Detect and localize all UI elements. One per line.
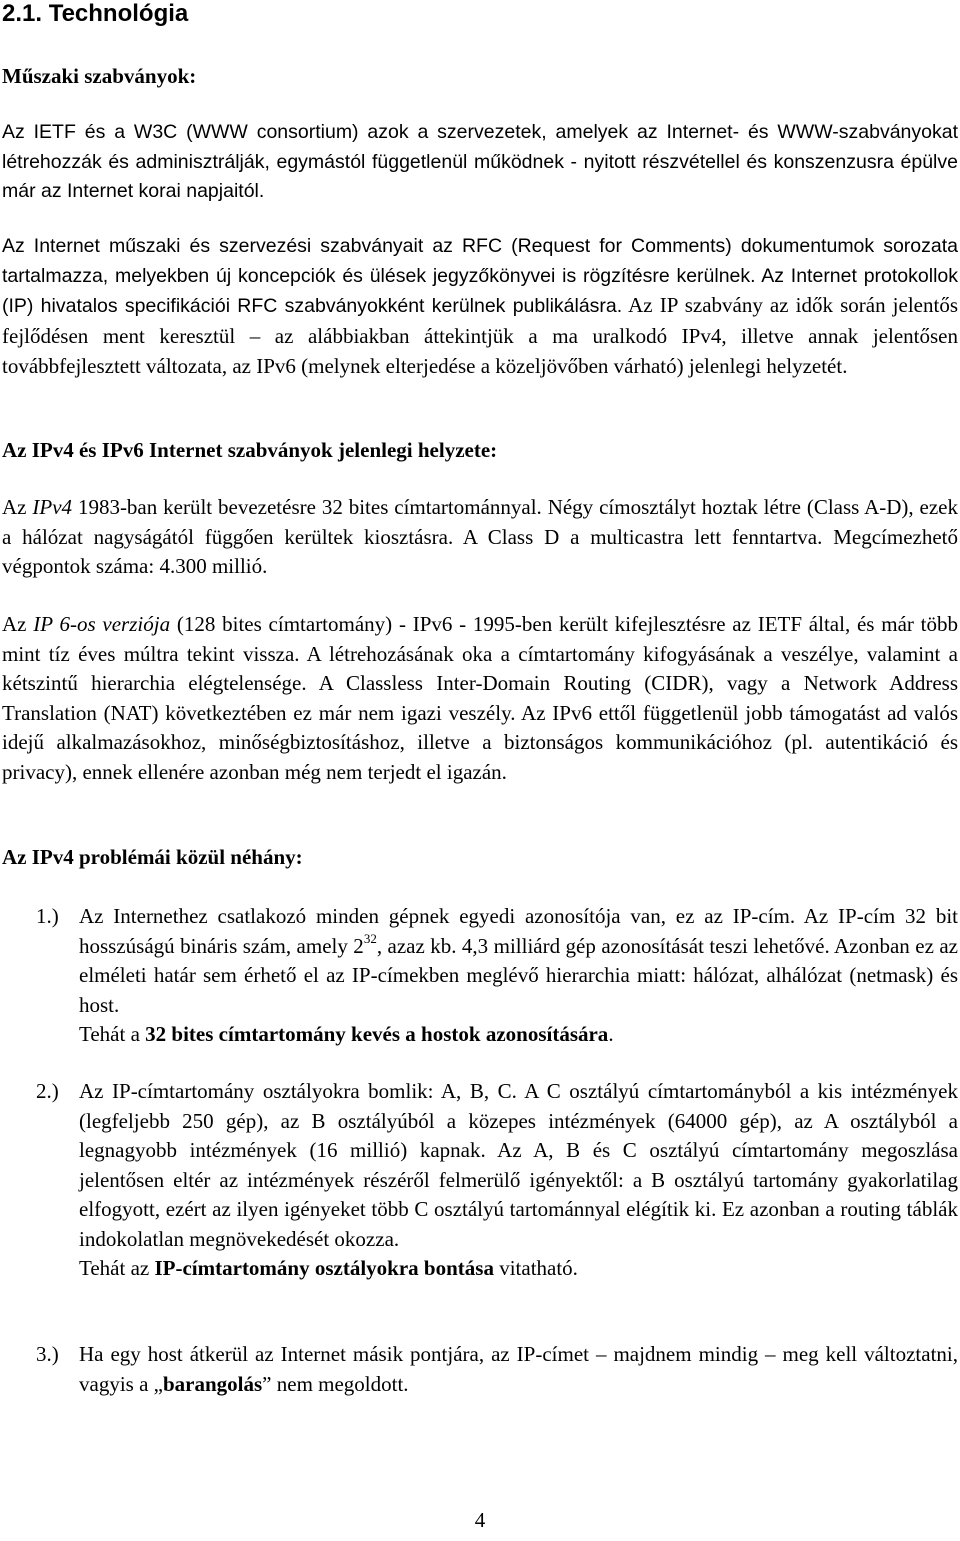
list-item (79, 1077, 958, 1284)
list-item (79, 902, 958, 1050)
conclusion-bold: IP-címtartomány osztályokra bontása (154, 1256, 494, 1280)
item-1-text-pre: Az Internethez csatlakozó minden gépnek egyedi azonosítója van, ez az IP-cím. Az IP-cím 32 bit hosszúságú bináris szám, amely 2 (79, 904, 958, 958)
paragraph-ipv4 (2, 493, 958, 582)
roaming-term: barangolás (162, 1371, 263, 1396)
section-title: 2.1. Technológia (2, 0, 189, 27)
conclusion-pre: Tehát a (79, 1022, 146, 1046)
page-number: 4 (474, 1508, 486, 1532)
heading-ipv4-ipv6-status: Az IPv4 és IPv6 Internet szabványok jelenlegi helyzete: (2, 438, 498, 462)
item-2-conclusion (79, 1254, 958, 1284)
ipv4-term: IPv4 (32, 495, 73, 519)
paragraph-ietf-w3c: Az IETF és a W3C (WWW consortium) azok a szervezetek, amelyek az Internet- és WWW-szabványokat létrehozzák és adminisztrálják, egymástól függetlenül működnek - nyitott részvétellel és konszenzusra épülve már az Internet korai napjaitól. (2, 121, 958, 202)
conclusion-post: . (608, 1022, 614, 1046)
list-item-number: 2.) (36, 1079, 59, 1103)
paragraph-rfc (2, 232, 958, 383)
paragraph-rfc-part-serif: Az IP szabvány az idők során jelentős fejlődésen ment keresztül – az alábbiakban áttekintjük a ma uralkodó IPv4, illetve annak jelentősen továbbfejlesztett változata, az IPv6 (melynek elterjedése a közeljövőben várható) jelenlegi helyzetét. (2, 293, 958, 378)
item-1-conclusion (79, 1020, 958, 1050)
item-3-text-pre: Ha egy host átkerül az Internet másik pontjára, az IP-címet – majdnem mindig – meg kell változtatni, vagyis a „ (79, 1342, 958, 1396)
paragraph-ipv6 (2, 610, 958, 787)
ipv6-term: IP 6-os verziója (33, 612, 171, 636)
list-item-number: 1.) (36, 904, 59, 928)
list-item-number: 3.) (36, 1342, 59, 1366)
conclusion-bold: 32 bites címtartomány kevés a hostok azonosítására (145, 1022, 609, 1046)
heading-technical-standards: Műszaki szabványok: (2, 64, 197, 88)
paragraph-ipv6-post: (128 bites címtartomány) - IPv6 - 1995-ben került kifejlesztésre az IETF által, és már több mint tíz éves múltra tekint vissza. A létrehozásának oka a címtartomány kifogyásának a veszélye, valamint a kétszintű hierarchia elégtelensége. A Classless Inter-Domain Routing (CIDR), vagy a Network Address Translation (NAT) következtében ez már nem igazi veszély. Az IPv6 ettől függetlenül jobb támogatást ad valós idejű alkalmazásokhoz, minőségbiztosításhoz, illetve a biztonságos kommunikációhoz (pl. autentikáció és privacy), ennek ellenére azonban még nem terjedt el igazán. (2, 612, 958, 784)
item-2-text: Az IP-címtartomány osztályokra bomlik: A, B, C. A C osztályú címtartományból a kis intézmények (legfeljebb 250 gép), az B osztályúból a közepes intézmények (64000 gép), az A osztályból a legnagyobb intézmények (16 millió) kapnak. Az A, B és C osztályú címtartomány megoszlása jelentősen eltér az intézmények részéről felmerülő igényektől: a B osztályú tartomány gyakorlatilag elfogyott, ezért az ilyen igényeket több C osztályú tartománnyal elégítik ki. Ez azonban a routing táblák indokolatlan megnövekedését okozza. (79, 1079, 958, 1251)
exponent: 32 (363, 930, 377, 946)
paragraph-rfc-part-sans: Az Internet műszaki és szervezési szabványait az RFC (Request for Comments) dokumentumok sorozata tartalmazza, melyekben új koncepciók és ülések jegyzőkönyvei is rögzítésre kerülnek. Az Internet protokollok (IP) hivatalos specifikációi RFC szabványokként kerülnek publikálásra. (2, 235, 958, 317)
conclusion-pre: Tehát az (79, 1256, 155, 1280)
heading-ipv4-problems: Az IPv4 problémái közül néhány: (2, 845, 303, 869)
item-3-text-post: ” nem megoldott. (262, 1371, 409, 1396)
paragraph-ipv6-pre: Az (2, 612, 34, 636)
item-1-text-post: , azaz kb. 4,3 milliárd gép azonosítását teszi lehetővé. Azonban ez az elméleti határ sem érhető el az IP-címekben meglévő hierarchia miatt: hálózat, alhálózat (netmask) és host. (79, 933, 958, 1017)
paragraph-ipv4-post: 1983-ban került bevezetésre 32 bites címtartománnyal. Négy címosztályt hoztak létre (Class A-D), ezek a hálózat nagyságától függően kerültek kiosztásra. A Class D a multicastra lett fenntartva. Megcímezhető végpontok száma: 4.300 millió. (2, 495, 958, 578)
paragraph-ipv4-pre: Az (2, 495, 33, 519)
conclusion-post: vitatható. (493, 1256, 578, 1280)
list-item (79, 1340, 958, 1399)
